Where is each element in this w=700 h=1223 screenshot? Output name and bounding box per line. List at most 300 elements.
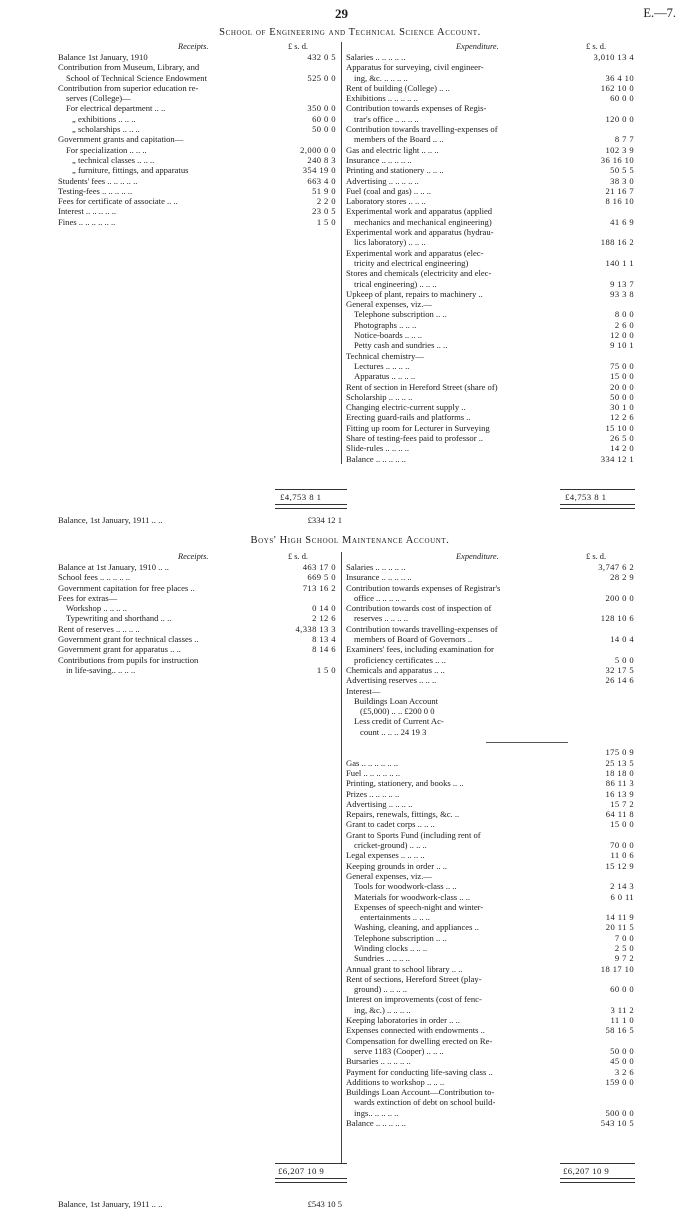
line-amount: 11 1 0 bbox=[610, 1015, 635, 1026]
line-label: Changing electric-current supply .. bbox=[346, 402, 466, 413]
line-label: Interest— bbox=[346, 685, 381, 696]
line-label: Fees for certificate of associate .. .. bbox=[58, 196, 178, 207]
line-label: Keeping laboratories in order .. .. bbox=[346, 1015, 460, 1026]
line-amount: 3,747 6 2 bbox=[598, 562, 635, 572]
expenditure-line bbox=[346, 93, 638, 103]
line-amount: 3 2 6 bbox=[614, 1066, 635, 1077]
closing-balance-amount: £543 10 5 bbox=[307, 1199, 342, 1209]
expenditure-lines bbox=[346, 52, 638, 464]
expenditure-line bbox=[346, 1118, 638, 1128]
line-amount: 26 5 0 bbox=[610, 432, 635, 443]
line-amount: 350 0 0 bbox=[307, 103, 336, 114]
line-label: Erecting guard-rails and platforms .. bbox=[346, 412, 471, 423]
line-label: Printing, stationery, and books .. .. bbox=[346, 778, 464, 789]
line-label: tricity and electrical engineering) bbox=[354, 257, 469, 268]
expenditure-line bbox=[346, 892, 638, 902]
section-1-closing-balance bbox=[58, 515, 348, 526]
line-amount: 188 16 2 bbox=[600, 237, 635, 248]
line-amount: 15 7 2 bbox=[610, 798, 635, 809]
line-label: members of the Board .. .. bbox=[354, 134, 444, 145]
line-amount: 75 0 0 bbox=[610, 360, 635, 371]
expenditure-line bbox=[346, 186, 638, 196]
line-label: Expenses connected with endowments .. bbox=[346, 1025, 485, 1036]
receipt-line bbox=[58, 217, 341, 227]
total-rule bbox=[560, 1163, 635, 1164]
expenditure-line bbox=[346, 613, 638, 623]
expenditure-line bbox=[346, 309, 638, 319]
expenditure-line bbox=[346, 330, 638, 340]
closing-balance-label: Balance, 1st January, 1911 .. .. bbox=[58, 1199, 163, 1209]
expenditure-line bbox=[346, 145, 638, 155]
line-label: Sundries .. .. .. .. bbox=[354, 953, 410, 964]
line-amount: 8 14 6 bbox=[312, 644, 336, 655]
expenditure-line bbox=[346, 861, 638, 871]
expenditure-line bbox=[346, 371, 638, 381]
line-amount: 14 11 9 bbox=[605, 912, 635, 923]
receipt-line bbox=[58, 103, 341, 113]
expenditure-line bbox=[346, 850, 638, 860]
expenditure-line bbox=[346, 727, 638, 737]
line-label: Compensation for dwelling erected on Re- bbox=[346, 1035, 493, 1046]
section-2-account bbox=[58, 552, 638, 1164]
line-label: Repairs, renewals, fittings, &c. .. bbox=[346, 809, 460, 820]
expenditure-line bbox=[346, 1087, 638, 1097]
line-amount: 20 11 5 bbox=[605, 922, 635, 933]
section-2-receipts bbox=[58, 552, 342, 1164]
receipt-line bbox=[58, 644, 341, 654]
total-rule bbox=[275, 489, 347, 490]
line-amount: 18 17 10 bbox=[600, 963, 635, 974]
line-amount: 9 7 2 bbox=[614, 953, 635, 964]
line-label: ing, &c.) .. .. .. .. bbox=[354, 1004, 411, 1015]
expenditure-line bbox=[346, 737, 638, 747]
receipt-line bbox=[58, 93, 341, 103]
line-amount: 354 19 0 bbox=[302, 165, 336, 176]
line-label: proficiency certificates .. .. bbox=[354, 654, 446, 665]
line-label: trar's office .. .. .. .. bbox=[354, 113, 419, 124]
line-amount: 102 3 9 bbox=[605, 144, 635, 155]
line-amount: 162 10 0 bbox=[600, 82, 635, 93]
line-amount: 50 0 0 bbox=[312, 124, 336, 135]
receipt-line bbox=[58, 613, 341, 623]
line-label: mechanics and mechanical engineering) bbox=[354, 216, 492, 227]
line-label: Fines .. .. .. .. .. .. bbox=[58, 216, 116, 227]
line-label: Lectures .. .. .. .. bbox=[354, 360, 410, 371]
expenditure-line bbox=[346, 562, 638, 572]
expenditure-line bbox=[346, 902, 638, 912]
receipt-line bbox=[58, 603, 341, 613]
line-amount: 2 2 0 bbox=[316, 196, 336, 207]
line-amount: 200 0 0 bbox=[605, 592, 635, 603]
expenditure-line bbox=[346, 819, 638, 829]
line-amount: 0 14 0 bbox=[312, 603, 336, 614]
expenditure-heading: Expenditure. bbox=[456, 552, 499, 561]
expenditure-line bbox=[346, 881, 638, 891]
receipt-line bbox=[58, 134, 341, 144]
expenditure-lines bbox=[346, 562, 638, 1128]
line-label: Buildings Loan Account—Contribution to- bbox=[346, 1087, 495, 1098]
expenditure-line bbox=[346, 1077, 638, 1087]
line-label: School of Technical Science Endowment bbox=[66, 72, 207, 83]
expenditure-line bbox=[346, 299, 638, 309]
money-heading: £ s. d. bbox=[586, 552, 607, 561]
line-label: Telephone subscription .. .. bbox=[354, 309, 447, 320]
line-label: Experimental work and apparatus (elec- bbox=[346, 247, 484, 258]
line-label: in life-saving.. .. .. .. bbox=[66, 664, 136, 675]
line-label: Grant to Sports Fund (including rent of bbox=[346, 829, 481, 840]
section-2-expenditure bbox=[342, 552, 638, 1164]
receipt-line bbox=[58, 634, 341, 644]
line-label: Keeping grounds in order .. .. bbox=[346, 860, 447, 871]
line-label: serve 1183 (Cooper) .. .. .. bbox=[354, 1045, 444, 1056]
expenditure-line bbox=[346, 237, 638, 247]
expenditure-line bbox=[346, 248, 638, 258]
line-label: Technical chemistry— bbox=[346, 350, 424, 361]
line-amount: 8 13 4 bbox=[312, 634, 336, 645]
total-double-rule bbox=[275, 504, 347, 509]
line-amount: 463 17 0 bbox=[302, 562, 336, 572]
line-amount: 175 0 9 bbox=[605, 747, 635, 758]
line-label: For specialization .. .. .. bbox=[66, 144, 147, 155]
line-amount: 500 0 0 bbox=[605, 1107, 635, 1118]
line-label: Advertising .. .. .. .. .. bbox=[346, 175, 419, 186]
line-label: General expenses, viz.— bbox=[346, 299, 432, 310]
line-amount: 36 4 10 bbox=[605, 72, 635, 83]
line-label: Notice-boards .. .. .. bbox=[354, 330, 423, 341]
line-amount: 23 0 5 bbox=[312, 206, 336, 217]
line-label: Bursaries .. .. .. .. .. bbox=[346, 1056, 411, 1067]
line-amount: 32 17 5 bbox=[605, 664, 635, 675]
line-amount: 9 10 1 bbox=[610, 340, 635, 351]
expenditure-line bbox=[346, 165, 638, 175]
line-label: ing, &c. .. .. .. .. bbox=[354, 72, 408, 83]
line-label: Photographs .. .. .. bbox=[354, 319, 417, 330]
expenditure-header bbox=[346, 552, 638, 562]
line-label: Fees for extras— bbox=[58, 592, 118, 603]
expenditure-line bbox=[346, 634, 638, 644]
line-label: Examiners' fees, including examination for bbox=[346, 644, 494, 655]
expenditure-line bbox=[346, 984, 638, 994]
expenditure-line bbox=[346, 953, 638, 963]
line-label: Payment for conducting life-saving class .. bbox=[346, 1066, 493, 1077]
line-label: Experimental work and apparatus (applied bbox=[346, 206, 493, 217]
line-amount: 38 3 0 bbox=[610, 175, 635, 186]
line-label: Expenses of speech-night and winter- bbox=[354, 901, 484, 912]
expenditure-line bbox=[346, 361, 638, 371]
receipt-line bbox=[58, 593, 341, 603]
closing-balance-label: Balance, 1st January, 1911 .. .. bbox=[58, 515, 163, 525]
expenditure-line bbox=[346, 933, 638, 943]
line-label: count .. .. .. 24 19 3 bbox=[360, 726, 427, 737]
line-label: (£5,000) .. .. £200 0 0 bbox=[360, 706, 435, 717]
line-label: Fuel (coal and gas) .. .. .. bbox=[346, 185, 431, 196]
line-amount: 2 12 6 bbox=[312, 613, 336, 624]
expenditure-line bbox=[346, 1097, 638, 1107]
line-label: Interest .. .. .. .. .. bbox=[58, 206, 116, 217]
line-amount: 93 3 8 bbox=[610, 288, 635, 299]
expenditure-line bbox=[346, 176, 638, 186]
line-amount: 2 6 0 bbox=[614, 319, 635, 330]
expenditure-line bbox=[346, 871, 638, 881]
line-label: entertainments .. .. .. bbox=[360, 912, 430, 923]
line-label: cricket-ground) .. .. .. bbox=[354, 840, 427, 851]
line-label: Grant to cadet corps .. .. .. bbox=[346, 819, 435, 830]
expenditure-line bbox=[346, 351, 638, 361]
line-label: Balance at 1st January, 1910 .. .. bbox=[58, 562, 169, 572]
expenditure-line bbox=[346, 655, 638, 665]
expenditure-line bbox=[346, 593, 638, 603]
expenditure-line bbox=[346, 392, 638, 402]
line-label: Rent of section in Hereford Street (share of) bbox=[346, 381, 498, 392]
expenditure-line bbox=[346, 73, 638, 83]
expenditure-line bbox=[346, 747, 638, 757]
total-rule bbox=[275, 1163, 347, 1164]
money-heading: £ s. d. bbox=[288, 552, 309, 561]
expenditure-line bbox=[346, 1015, 638, 1025]
line-amount: 15 12 9 bbox=[605, 860, 635, 871]
line-label: „ technical classes .. .. .. bbox=[72, 154, 155, 165]
receipt-line bbox=[58, 186, 341, 196]
line-amount: 60 0 0 bbox=[610, 984, 635, 995]
line-amount: 21 16 7 bbox=[605, 185, 635, 196]
line-amount: 1 5 0 bbox=[316, 216, 336, 227]
expenditure-line bbox=[346, 912, 638, 922]
line-amount: 159 0 0 bbox=[605, 1076, 635, 1087]
receipt-line bbox=[58, 73, 341, 83]
line-label: Salaries .. .. .. .. .. bbox=[346, 52, 406, 62]
line-amount: 240 8 3 bbox=[307, 154, 336, 165]
expenditure-line bbox=[346, 1046, 638, 1056]
line-label: Contribution towards cost of inspection of bbox=[346, 603, 492, 614]
section-1-expenditure bbox=[342, 42, 638, 464]
line-label: office .. .. .. .. .. bbox=[354, 592, 407, 603]
expenditure-line bbox=[346, 206, 638, 216]
expenditure-line bbox=[346, 114, 638, 124]
line-label: ground) .. .. .. .. bbox=[354, 984, 408, 995]
line-amount: 713 16 2 bbox=[302, 582, 336, 593]
expenditure-line bbox=[346, 943, 638, 953]
line-amount: 45 0 0 bbox=[610, 1056, 635, 1067]
expenditure-line bbox=[346, 1067, 638, 1077]
line-amount: 3,010 13 4 bbox=[593, 52, 635, 62]
expenditure-line bbox=[346, 624, 638, 634]
line-label: Contribution towards expenses of Regis- bbox=[346, 103, 487, 114]
line-amount: 6 0 11 bbox=[610, 891, 635, 902]
section-2-closing-balance bbox=[58, 1199, 348, 1210]
line-amount: 2,000 0 0 bbox=[300, 144, 336, 155]
receipt-line bbox=[58, 176, 341, 186]
line-label: Laboratory stores .. .. .. bbox=[346, 196, 426, 207]
line-label: „ exhibitions .. .. .. bbox=[72, 113, 136, 124]
line-amount: 50 0 0 bbox=[610, 1045, 635, 1056]
expenditure-line bbox=[346, 289, 638, 299]
line-amount: 70 0 0 bbox=[610, 840, 635, 851]
expenditure-line bbox=[346, 789, 638, 799]
line-label: General expenses, viz.— bbox=[346, 870, 432, 881]
line-label: serves (College)— bbox=[66, 93, 131, 104]
expenditure-line bbox=[346, 758, 638, 768]
line-label: School fees .. .. .. .. .. bbox=[58, 572, 131, 583]
line-label: Slide-rules .. .. .. .. bbox=[346, 443, 410, 454]
line-label: „ furniture, fittings, and apparatus bbox=[72, 165, 189, 176]
expenditure-line bbox=[346, 258, 638, 268]
section-2-title: Boys' High School Maintenance Account. bbox=[250, 535, 450, 546]
expenditure-line bbox=[346, 83, 638, 93]
expenditure-line bbox=[346, 268, 638, 278]
section-2-receipts-total: £6,207 10 9 bbox=[278, 1166, 325, 1176]
line-label: Government grant for apparatus .. .. bbox=[58, 644, 181, 655]
expenditure-line bbox=[346, 799, 638, 809]
expenditure-line bbox=[346, 1005, 638, 1015]
expenditure-line bbox=[346, 1025, 638, 1035]
expenditure-line bbox=[346, 227, 638, 237]
line-label: Materials for woodwork-class .. .. bbox=[354, 891, 471, 902]
line-amount: 60 0 0 bbox=[312, 113, 336, 124]
line-amount: 120 0 0 bbox=[605, 113, 635, 124]
expenditure-line bbox=[346, 155, 638, 165]
expenditure-line bbox=[346, 52, 638, 62]
line-amount: 36 16 10 bbox=[600, 154, 635, 165]
expenditure-line bbox=[346, 433, 638, 443]
line-label: „ scholarships .. .. .. bbox=[72, 124, 140, 135]
line-label: Apparatus .. .. .. .. bbox=[354, 371, 416, 382]
expenditure-heading: Expenditure. bbox=[456, 42, 499, 51]
line-amount: 128 10 6 bbox=[600, 613, 635, 624]
line-amount: 8 7 7 bbox=[614, 134, 635, 145]
receipt-line bbox=[58, 196, 341, 206]
receipt-line bbox=[58, 562, 341, 572]
page-reference: E.—7. bbox=[643, 6, 676, 20]
line-amount: 334 12 1 bbox=[600, 453, 635, 464]
line-label: Scholarship .. .. .. .. bbox=[346, 391, 413, 402]
expenditure-line bbox=[346, 124, 638, 134]
line-label: Rent of sections, Hereford Street (play- bbox=[346, 973, 482, 984]
line-amount: 26 14 6 bbox=[605, 675, 635, 686]
line-label: Government capitation for free places .. bbox=[58, 582, 195, 593]
expenditure-line bbox=[346, 964, 638, 974]
line-amount: 7 0 0 bbox=[614, 932, 635, 943]
section-1-receipts bbox=[58, 42, 342, 464]
money-heading: £ s. d. bbox=[288, 42, 309, 51]
line-label: Testing-fees .. .. .. .. .. bbox=[58, 185, 133, 196]
receipt-line bbox=[58, 52, 341, 62]
line-label: Telephone subscription .. .. bbox=[354, 932, 447, 943]
line-label: Contribution towards expenses of Registrar's bbox=[346, 582, 501, 593]
line-amount: 15 0 0 bbox=[610, 371, 635, 382]
section-1-title: School of Engineering and Technical Science Account. bbox=[219, 27, 481, 38]
expenditure-line bbox=[346, 279, 638, 289]
line-label: For electrical department .. .. bbox=[66, 103, 166, 114]
receipt-line bbox=[58, 583, 341, 593]
line-label: Advertising reserves .. .. .. bbox=[346, 675, 437, 686]
line-label: Prizes .. .. .. .. .. bbox=[346, 788, 400, 799]
line-amount: 51 9 0 bbox=[312, 185, 336, 196]
receipt-line bbox=[58, 155, 341, 165]
line-amount: 15 10 0 bbox=[605, 422, 635, 433]
line-amount: 14 2 0 bbox=[610, 443, 635, 454]
line-label: Legal expenses .. .. .. .. bbox=[346, 850, 425, 861]
line-label: Workshop .. .. .. .. bbox=[66, 603, 127, 614]
line-label: Balance .. .. .. .. .. bbox=[346, 453, 406, 464]
section-1-expenditure-total: £4,753 8 1 bbox=[565, 492, 607, 502]
expenditure-line bbox=[346, 778, 638, 788]
expenditure-line bbox=[346, 443, 638, 453]
expenditure-line bbox=[346, 134, 638, 144]
line-label: wards extinction of debt on school build- bbox=[354, 1097, 496, 1108]
line-label: Less credit of Current Ac- bbox=[354, 716, 444, 727]
line-label: Printing and stationery .. .. .. bbox=[346, 165, 444, 176]
section-2-expenditure-total: £6,207 10 9 bbox=[563, 1166, 610, 1176]
expenditure-line bbox=[346, 603, 638, 613]
line-label: Petty cash and sundries .. .. bbox=[354, 340, 448, 351]
expenditure-line bbox=[346, 706, 638, 716]
line-amount: 543 10 5 bbox=[600, 1118, 635, 1129]
expenditure-line bbox=[346, 686, 638, 696]
line-label: Insurance .. .. .. .. .. bbox=[346, 572, 412, 583]
line-amount: 12 2 6 bbox=[610, 412, 635, 423]
receipt-line bbox=[58, 572, 341, 582]
line-label: Fuel .. .. .. .. .. .. bbox=[346, 767, 400, 778]
expenditure-line bbox=[346, 665, 638, 675]
expenditure-header bbox=[346, 42, 638, 52]
expenditure-line bbox=[346, 340, 638, 350]
line-label: Buildings Loan Account bbox=[354, 695, 439, 706]
line-amount: 28 2 9 bbox=[610, 572, 635, 583]
receipts-heading: Receipts. bbox=[178, 552, 209, 561]
line-label: Government grant for technical classes .. bbox=[58, 634, 199, 645]
section-1-receipts-total: £4,753 8 1 bbox=[280, 492, 322, 502]
section-1-account bbox=[58, 42, 638, 464]
page-header bbox=[0, 6, 700, 20]
receipt-line bbox=[58, 165, 341, 175]
closing-balance-amount: £334 12 1 bbox=[307, 515, 342, 525]
line-amount: 2 5 0 bbox=[614, 942, 635, 953]
receipt-line bbox=[58, 145, 341, 155]
line-label: Tools for woodwork-class .. .. bbox=[354, 881, 457, 892]
expenditure-line bbox=[346, 1108, 638, 1118]
line-label: Gas .. .. .. .. .. .. bbox=[346, 757, 399, 768]
line-label: Exhibitions .. .. .. .. .. bbox=[346, 93, 418, 104]
money-heading: £ s. d. bbox=[586, 42, 607, 51]
line-amount: 8 16 10 bbox=[605, 196, 635, 207]
line-label: Annual grant to school library .. .. bbox=[346, 963, 463, 974]
line-amount: 3 11 2 bbox=[610, 1004, 635, 1015]
expenditure-line bbox=[346, 572, 638, 582]
line-label: ings.. .. .. .. .. bbox=[354, 1107, 399, 1118]
line-amount: 58 16 5 bbox=[605, 1025, 635, 1036]
line-amount: 525 0 0 bbox=[307, 72, 336, 83]
line-amount: 140 1 1 bbox=[605, 257, 635, 268]
line-label: Interest on improvements (cost of fenc- bbox=[346, 994, 482, 1005]
expenditure-line bbox=[346, 922, 638, 932]
line-amount: 50 0 0 bbox=[610, 391, 635, 402]
line-amount: 86 11 3 bbox=[605, 778, 635, 789]
line-amount: 669 5 0 bbox=[307, 572, 336, 583]
expenditure-line bbox=[346, 830, 638, 840]
expenditure-line bbox=[346, 1036, 638, 1046]
expenditure-line bbox=[346, 583, 638, 593]
receipt-line bbox=[58, 124, 341, 134]
line-label: Fitting up room for Lecturer in Surveying bbox=[346, 422, 490, 433]
expenditure-line bbox=[346, 644, 638, 654]
line-label: Advertising .. .. .. .. bbox=[346, 798, 413, 809]
receipt-line bbox=[58, 114, 341, 124]
line-label: Contribution from Museum, Library, and bbox=[58, 62, 200, 73]
total-double-rule bbox=[275, 1178, 347, 1183]
line-label: Experimental work and apparatus (hydrau- bbox=[346, 227, 494, 238]
expenditure-line bbox=[346, 696, 638, 706]
expenditure-line bbox=[346, 196, 638, 206]
